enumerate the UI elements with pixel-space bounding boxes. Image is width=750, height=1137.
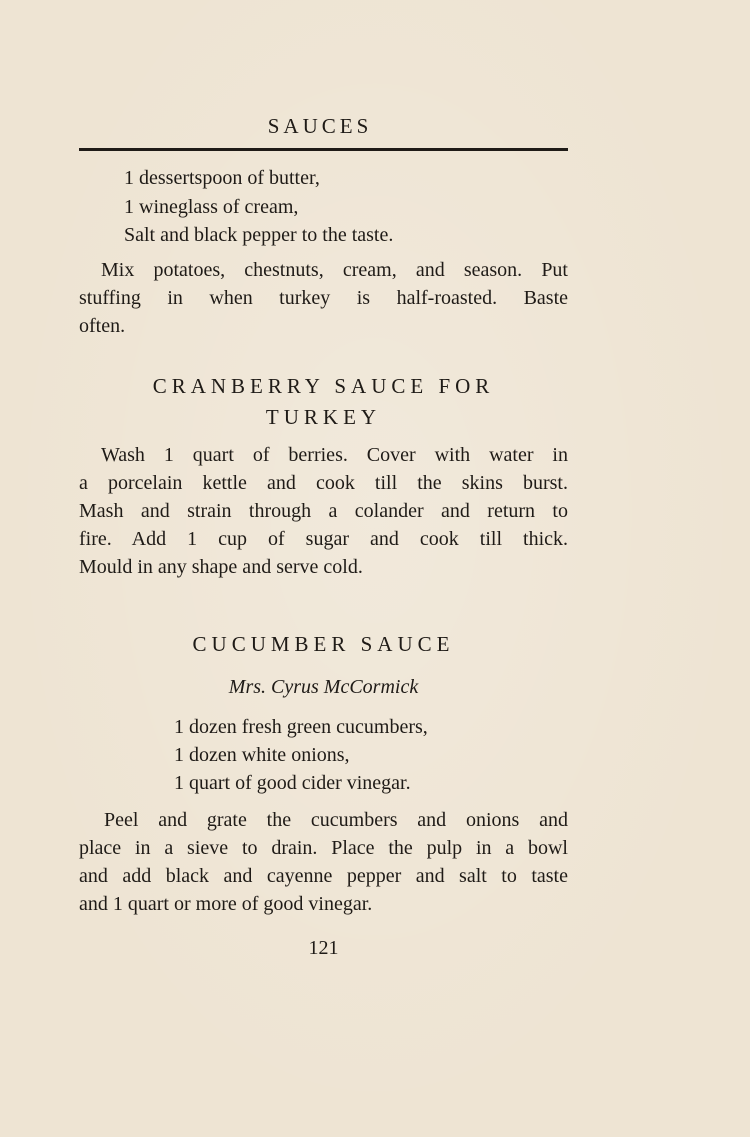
paragraph-line: a porcelain kettle and cook till the skins burst. [79, 472, 568, 494]
paragraph-line: and add black and cayenne pepper and salt to taste [79, 865, 568, 887]
paragraph-line: Mash and strain through a colander and return to [79, 500, 568, 522]
paragraph-line: Wash 1 quart of berries. Cover with water in [101, 444, 568, 466]
recipe-attribution: Mrs. Cyrus McCormick [228, 676, 419, 698]
paragraph-line: Peel and grate the cucumbers and onions and [104, 809, 568, 831]
running-head: SAUCES [267, 114, 373, 138]
ingredient-line: 1 dozen white onions, [174, 744, 350, 766]
recipe-heading: CRANBERRY SAUCE FOR [152, 374, 495, 398]
paragraph-line: place in a sieve to drain. Place the pulp in a bowl [79, 837, 568, 859]
recipe-heading: TURKEY [265, 405, 382, 429]
page-number: 121 [308, 937, 339, 959]
ingredient-line: 1 dessertspoon of butter, [124, 167, 320, 189]
ingredient-line: 1 dozen fresh green cucumbers, [174, 716, 428, 738]
ingredient-line: 1 wineglass of cream, [124, 196, 299, 218]
paragraph-line: Mould in any shape and serve cold. [79, 556, 363, 578]
paragraph-line: and 1 quart or more of good vinegar. [79, 893, 373, 915]
paragraph-line: often. [79, 315, 126, 337]
paragraph-line: stuffing in when turkey is half-roasted. Baste [79, 287, 568, 309]
ingredient-line: Salt and black pepper to the taste. [124, 224, 394, 246]
ingredient-line: 1 quart of good cider vinegar. [174, 772, 411, 794]
paragraph-line: Mix potatoes, chestnuts, cream, and season. Put [101, 259, 568, 281]
header-rule [79, 148, 568, 151]
paragraph-line: fire. Add 1 cup of sugar and cook till thick. [79, 528, 568, 550]
recipe-heading: CUCUMBER SAUCE [192, 632, 455, 656]
